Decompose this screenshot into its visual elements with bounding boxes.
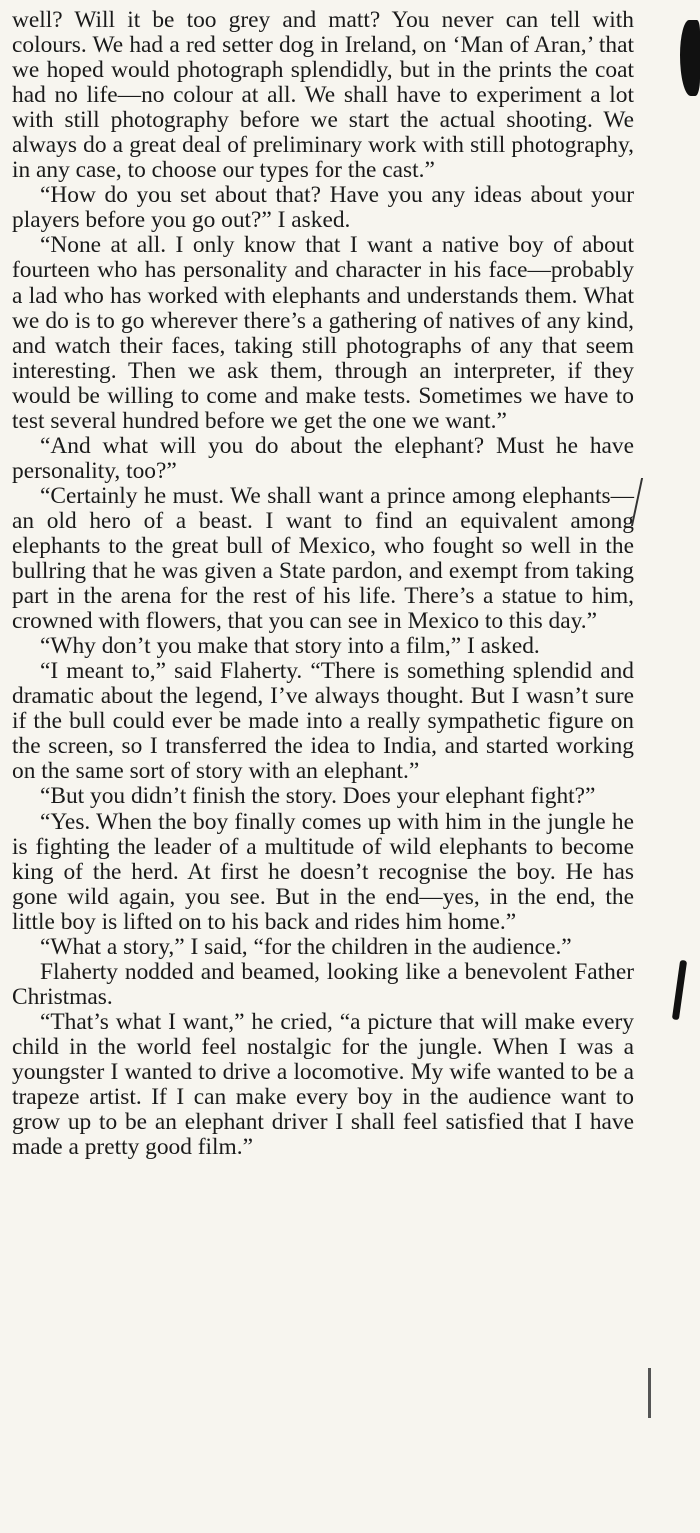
paragraph-1: well? Will it be too grey and matt? You never can tell with colours. We had a red setter dog in Ireland, on ‘Man of Aran,’ that we hoped would photograph splendidly, but in the prints the coat had no life—no colour at all. We shall have to experiment a lot with still photography before we start the actual shooting. We always do a great deal of preliminary work with still photography, in any case, to choose our types for the cast.” xyxy=(12,7,634,184)
paragraph-11: Flaherty nodded and beamed, looking like a benevolent Father Christmas. xyxy=(12,958,634,1010)
margin-ink-mark xyxy=(672,960,687,1020)
paragraph-2: “How do you set about that? Have you any ideas about your players before you go out?” I asked. xyxy=(12,182,634,234)
ink-blot-mark xyxy=(680,20,700,96)
paragraph-10: “What a story,” I said, “for the children in the audience.” xyxy=(40,933,572,960)
paragraph-5: “Certainly he must. We shall want a prince among elephants—an old hero of a beast. I want to find an equivalent among elephants to the great bull of Mexico, who fought so well in the bullring that he was given a State pardon, and exempt from taking part in the arena for the rest of his life. There’s a statue to him, crowned with flowers, that you can see in Mexico to this day.” xyxy=(12,482,634,635)
paragraph-6: “Why don’t you make that story into a film,” I asked. xyxy=(40,633,540,660)
paragraph-9: “Yes. When the boy finally comes up with him in the jungle he is fighting the leader of a multitude of wild elephants to become king of the herd. At first he doesn’t recognise the boy. He has gone wild again, you see. But in the end—yes, in the end, the little boy is lifted on to his back and rides him home.” xyxy=(12,808,634,935)
paragraph-3: “None at all. I only know that I want a native boy of about fourteen who has personality and character in his face—probably a lad who has worked with elephants and understands them. What we do is to go wherever there’s a gathering of natives of any kind, and watch their faces, taking still photographs of any that seem interesting. Then we ask them, through an interpreter, if they would be willing to come and make tests. Sometimes we have to test several hundred before we get the one we want.” xyxy=(12,232,634,434)
margin-pencil-mark xyxy=(648,1368,651,1418)
paragraph-8: “But you didn’t finish the story. Does your elephant fight?” xyxy=(40,783,596,810)
paragraph-12: “That’s what I want,” he cried, “a picture that will make every child in the world feel nostalgic for the jungle. When I was a youngster I wanted to drive a locomotive. My wife wanted to be a trapeze artist. If I can make every boy in the audience want to grow up to be an elephant driver I shall feel satisfied that I have made a pretty good film.” xyxy=(12,1008,634,1161)
paragraph-7: “I meant to,” said Flaherty. “There is something splendid and dramatic about the legend, I’ve always thought. But I wasn’t sure if the bull could ever be made into a really sympathetic figure on the screen, so I transferred the idea to India, and started working on the same sort of story with an elephant.” xyxy=(12,658,634,785)
paragraph-4: “And what will you do about the elephant? Must he have personality, too?” xyxy=(12,432,634,484)
article-body xyxy=(12,8,634,1160)
